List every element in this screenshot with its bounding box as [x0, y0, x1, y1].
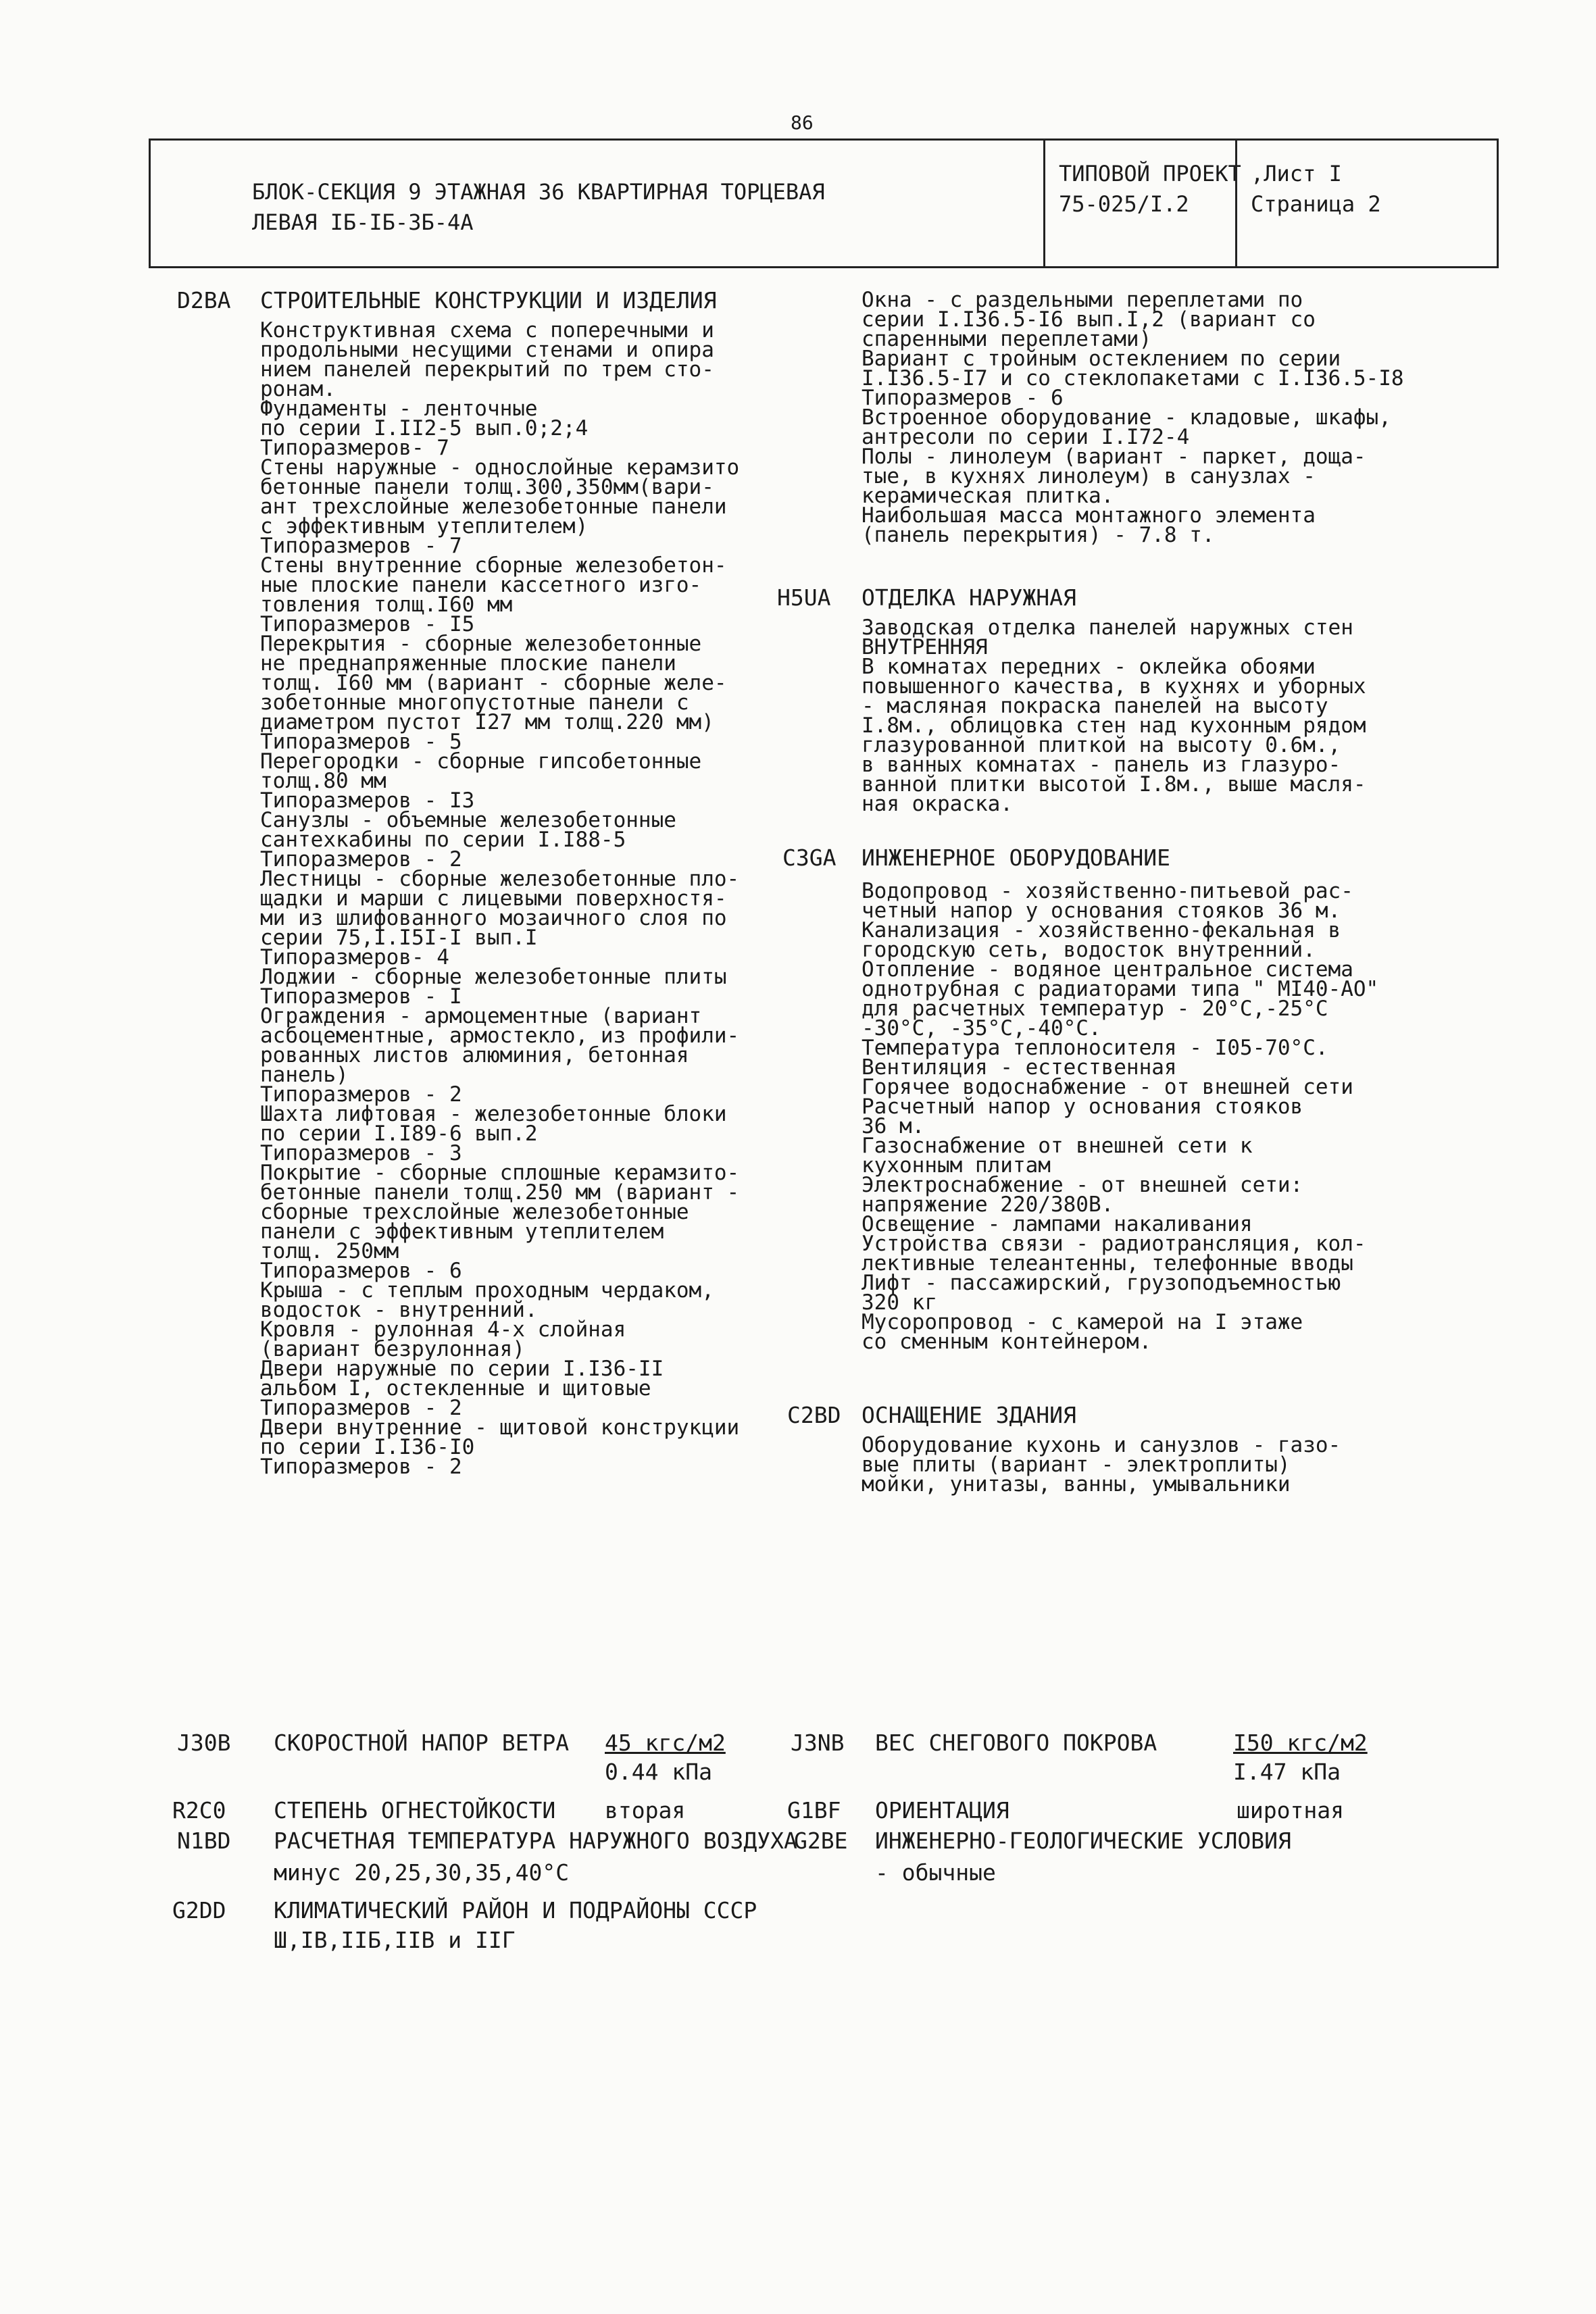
param-value: 0.44 кПа — [605, 1759, 712, 1785]
param-label: СТЕПЕНЬ ОГНЕСТОЙКОСТИ — [274, 1797, 556, 1823]
param-label: КЛИМАТИЧЕСКИЙ РАЙОН И ПОДРАЙОНЫ СССР — [274, 1897, 757, 1923]
param-value: минус 20,25,30,35,40°С — [274, 1859, 570, 1886]
finish-text: Заводская отделка панелей наружных стен ВНУТРЕННЯЯ В комнатах передних - оклейка обоями повышенного качества, в кухнях и уборных - масляная покраска панелей на высоту I.8м., облицовка стен над кухонным рядом глазурованной плиткой на высоту 0.6м., в ванных комнатах - панель из глазуро- ванной плитки высотой I.8м., выше масля- ная окраска. — [862, 615, 1366, 816]
param-value: I50 кгс/м2 — [1233, 1730, 1368, 1756]
param-code: J30B — [177, 1730, 231, 1756]
section-code: D2BA — [177, 287, 231, 313]
section-title: ИНЖЕНЕРНОЕ ОБОРУДОВАНИЕ — [862, 845, 1170, 871]
param-code: J3NB — [791, 1730, 845, 1756]
document-subtitle: ЛЕВАЯ IБ-IБ-3Б-4А — [252, 209, 474, 235]
project-label: ТИПОВОЙ ПРОЕКТ — [1059, 161, 1241, 186]
param-value: вторая — [605, 1797, 686, 1823]
param-label: РАСЧЕТНАЯ ТЕМПЕРАТУРА НАРУЖНОГО ВОЗДУХА — [274, 1828, 797, 1854]
sheet-cell — [1235, 141, 1499, 266]
section-code: C3GA — [782, 845, 837, 871]
param-label: СКОРОСТНОЙ НАПОР ВЕТРА — [274, 1730, 570, 1756]
section-code: H5UA — [777, 584, 831, 611]
construction-text: Конструктивная схема с поперечными и продольными несущими стенами и опира нием панелей перекрытий по трем сто- ронам. Фундаменты - ленточные по серии I.II2-5 вып.0;2;4 Типоразмеров- 7 Стены наружные - однослойные керамзито бетонные панели толщ.300,350мм(вари- ант трехслойные железобетонные панели с эффективным утеплителем) Типоразмеров - 7 Стены внутренние сборные железобетон- ные плоские панели кассетного изго- товления толщ.I60 мм Типоразмеров - I5 Перекрытия - сборные железобетонные не преднапряженные плоские панели толщ. I60 мм (вариант - сборные желе- зобетонные многопустотные панели с диаметром пустот I27 мм толщ.220 мм) Типоразмеров - 5 Перегородки - сборные гипсобетонные толщ.80 мм Типоразмеров - I3 Санузлы - объемные железобетонные сантехкабины по серии I.I88-5 Типоразмеров - 2 Лестницы - сборные железобетонные пло- щадки и марши с лицевыми поверхностя- ми из шлифованного мозаичного слоя по серии 75,I.I5I-I вып.I Типоразмеров- 4 Лоджии - сборные железобетонные плиты Типоразмеров - I Ограждения - армоцементные (вариант асбоцементные, армостекло, из профили- рованных листов алюминия, бетонная панель) Типоразмеров - 2 Шахта лифтовая - железобетонные блоки по серии I.I89-6 вып.2 Типоразмеров - 3 Покрытие - сборные сплошные керамзито- бетонные панели толщ.250 мм (вариант - сборные трехслойные железобетонные панели с эффективным утеплителем толщ. 250мм Типоразмеров - 6 Крыша - с теплым проходным чердаком, водосток - внутренний. Кровля - рулонная 4-х слойная (вариант безрулонная) Двери наружные по серии I.I36-II альбом I, остекленные и щитовые Типоразмеров - 2 Двери внутренние - щитовой конструкции по серии I.I36-I0 Типоразмеров - 2 — [260, 318, 740, 1479]
param-label: ВЕС СНЕГОВОГО ПОКРОВА — [875, 1730, 1157, 1756]
engineering-text: Водопровод - хозяйственно-питьевой рас- четный напор у основания стояков 36 м. Канализация - хозяйственно-фекальная в городскую сеть, водосток внутренний. Отопление - водяное центральное система однотрубная с радиаторами типа " МI40-АО" для расчетных температур - 20°С,-25°С -30°С, -35°С,-40°С. Температура теплоносителя - I05-70°С. Вентиляция - естественная Горячее водоснабжение - от внешней сети Расчетный напор у основания стояков 36 м. Газоснабжение от внешней сети к кухонным плитам Электроснабжение - от внешней сети: напряжение 220/380В. Освещение - лампами накаливания Устройства связи - радиотрансляция, кол- лективные телеантенны, телефонные вводы Лифт - пассажирский, грузоподъемностью 320 кг Мусоропровод - с камерой на I этаже со сменным контейнером. — [862, 879, 1379, 1354]
param-code: G2BE — [794, 1828, 848, 1854]
title-block — [149, 139, 1499, 268]
document-title: БЛОК-СЕКЦИЯ 9 ЭТАЖНАЯ 36 КВАРТИРНАЯ ТОРЦЕВАЯ — [252, 179, 825, 205]
param-value: широтная — [1237, 1797, 1344, 1823]
param-code: R2C0 — [172, 1797, 226, 1823]
equipment-text: Оборудование кухонь и санузлов - газо- вые плиты (вариант - электроплиты) мойки, унитазы, ванны, умывальники — [862, 1433, 1341, 1496]
param-label: ОРИЕНТАЦИЯ — [875, 1797, 1009, 1823]
page-label: Страница 2 — [1251, 191, 1381, 217]
param-value: I.47 кПа — [1233, 1759, 1341, 1785]
param-label: ИНЖЕНЕРНО-ГЕОЛОГИЧЕСКИЕ УСЛОВИЯ — [875, 1828, 1291, 1854]
windows-text: Окна - с раздельными переплетами по серии I.I36.5-I6 вып.I,2 (вариант со спаренными переплетами) Вариант с тройным остеклением по серии I.I36.5-I7 и со стеклопакетами с I.I36.5-I8 Типоразмеров - 6 Встроенное оборудование - кладовые, шкафы, антресоли по серии I.I72-4 Полы - линолеум (вариант - паркет, доща- тые, в кухнях линолеум) в санузлах - керамическая плитка. Наибольшая масса монтажного элемента (панель перекрытия) - 7.8 т. — [862, 288, 1404, 547]
param-code: G1BF — [787, 1797, 841, 1823]
sheet-label: ,Лист I — [1251, 161, 1342, 186]
project-number: 75-025/I.2 — [1059, 191, 1189, 217]
project-cell — [1043, 141, 1241, 266]
page-number: 86 — [791, 111, 814, 134]
param-value: Ш,IВ,IIБ,IIВ и IIГ — [274, 1927, 516, 1953]
section-title: СТРОИТЕЛЬНЫЕ КОНСТРУКЦИИ И ИЗДЕЛИЯ — [260, 287, 717, 313]
param-value: 45 кгс/м2 — [605, 1730, 726, 1756]
section-title: ОСНАЩЕНИЕ ЗДАНИЯ — [862, 1402, 1076, 1428]
param-code: N1BD — [177, 1828, 231, 1854]
param-value: - обычные — [875, 1859, 996, 1886]
section-code: C2BD — [787, 1402, 841, 1428]
param-code: G2DD — [172, 1897, 226, 1923]
section-title: ОТДЕЛКА НАРУЖНАЯ — [862, 584, 1076, 611]
